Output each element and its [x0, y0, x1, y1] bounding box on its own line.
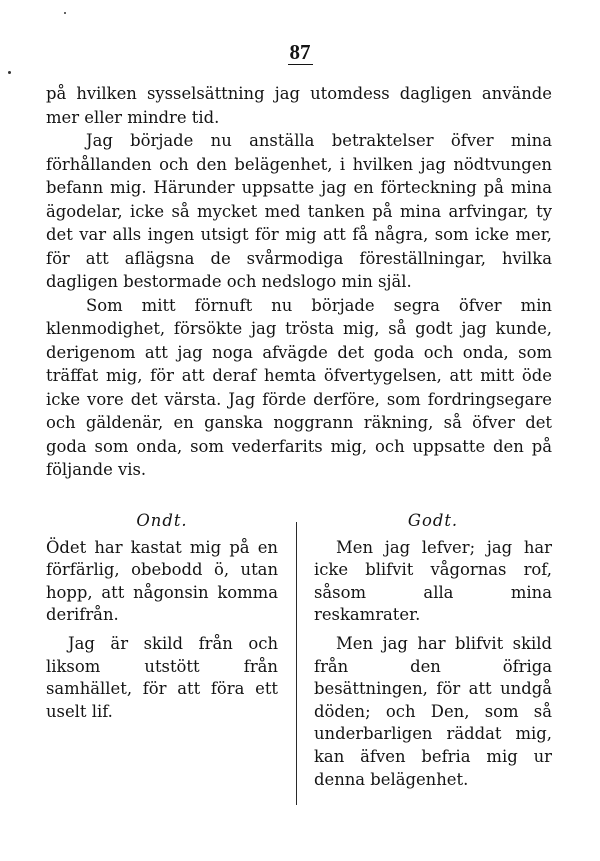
ledger-column-good: [314, 510, 552, 797]
ledger-column-bad: [46, 510, 278, 729]
paragraph: Som mitt förnuft nu började segra öfver min klenmodighet, försökte jag trösta mig, så godt jag kunde, derigenom att jag noga afvägde det goda och onda, som träffat mig, för att deraf hemta öfvertygelsen, att mitt öde icke vore det värsta. Jag förde derföre, som fordringsegare och gäldenär, en ganska noggrann räkning, så öfver det goda som onda, som vederfarits mig, och uppsatte den på följande vis.: [46, 295, 552, 479]
column-heading-bad: Ondt.: [136, 511, 188, 530]
print-speck: [64, 12, 66, 14]
ledger-columns: [46, 510, 552, 800]
body-text: [46, 82, 552, 482]
paragraph: Jag började nu anställa betraktelser öfver mina förhållanden och den belägenhet, i hvilken jag nödtvungen befann mig. Härunder uppsatte jag en förteckning på mina ägodelar, icke så mycket med tanken på mina arfvingar, ty det var alls ingen utsigt för mig att få några, som icke mer, för att aflägsna de svårmodiga föreställningar, hvilka dagligen bestormade och nedslogo min själ.: [46, 131, 552, 291]
page-number: 87: [289, 40, 311, 64]
ledger-entry: Ödet har kastat mig på en förfärlig, obebodd ö, utan hopp, att någonsin komma derifrån.: [46, 537, 278, 625]
ledger-entry: Men jag lefver; jag har icke blifvit vågornas rof, såsom alla mina reskamrater.: [314, 537, 552, 625]
column-divider: [296, 522, 297, 805]
paragraph: på hvilken sysselsättning jag utomdess dagligen använde mer eller mindre tid.: [46, 84, 552, 127]
column-heading-good: Godt.: [407, 511, 459, 530]
ledger-entry: Men jag har blifvit skild från den öfriga besättningen, för att undgå döden; och Den, som så underbarligen räddat mig, kan äfven befria mig ur denna belägenhet.: [314, 633, 552, 789]
ledger-entry: Jag är skild från och liksom utstött från samhället, för att föra ett uselt lif.: [46, 633, 278, 721]
print-speck: [8, 71, 11, 74]
